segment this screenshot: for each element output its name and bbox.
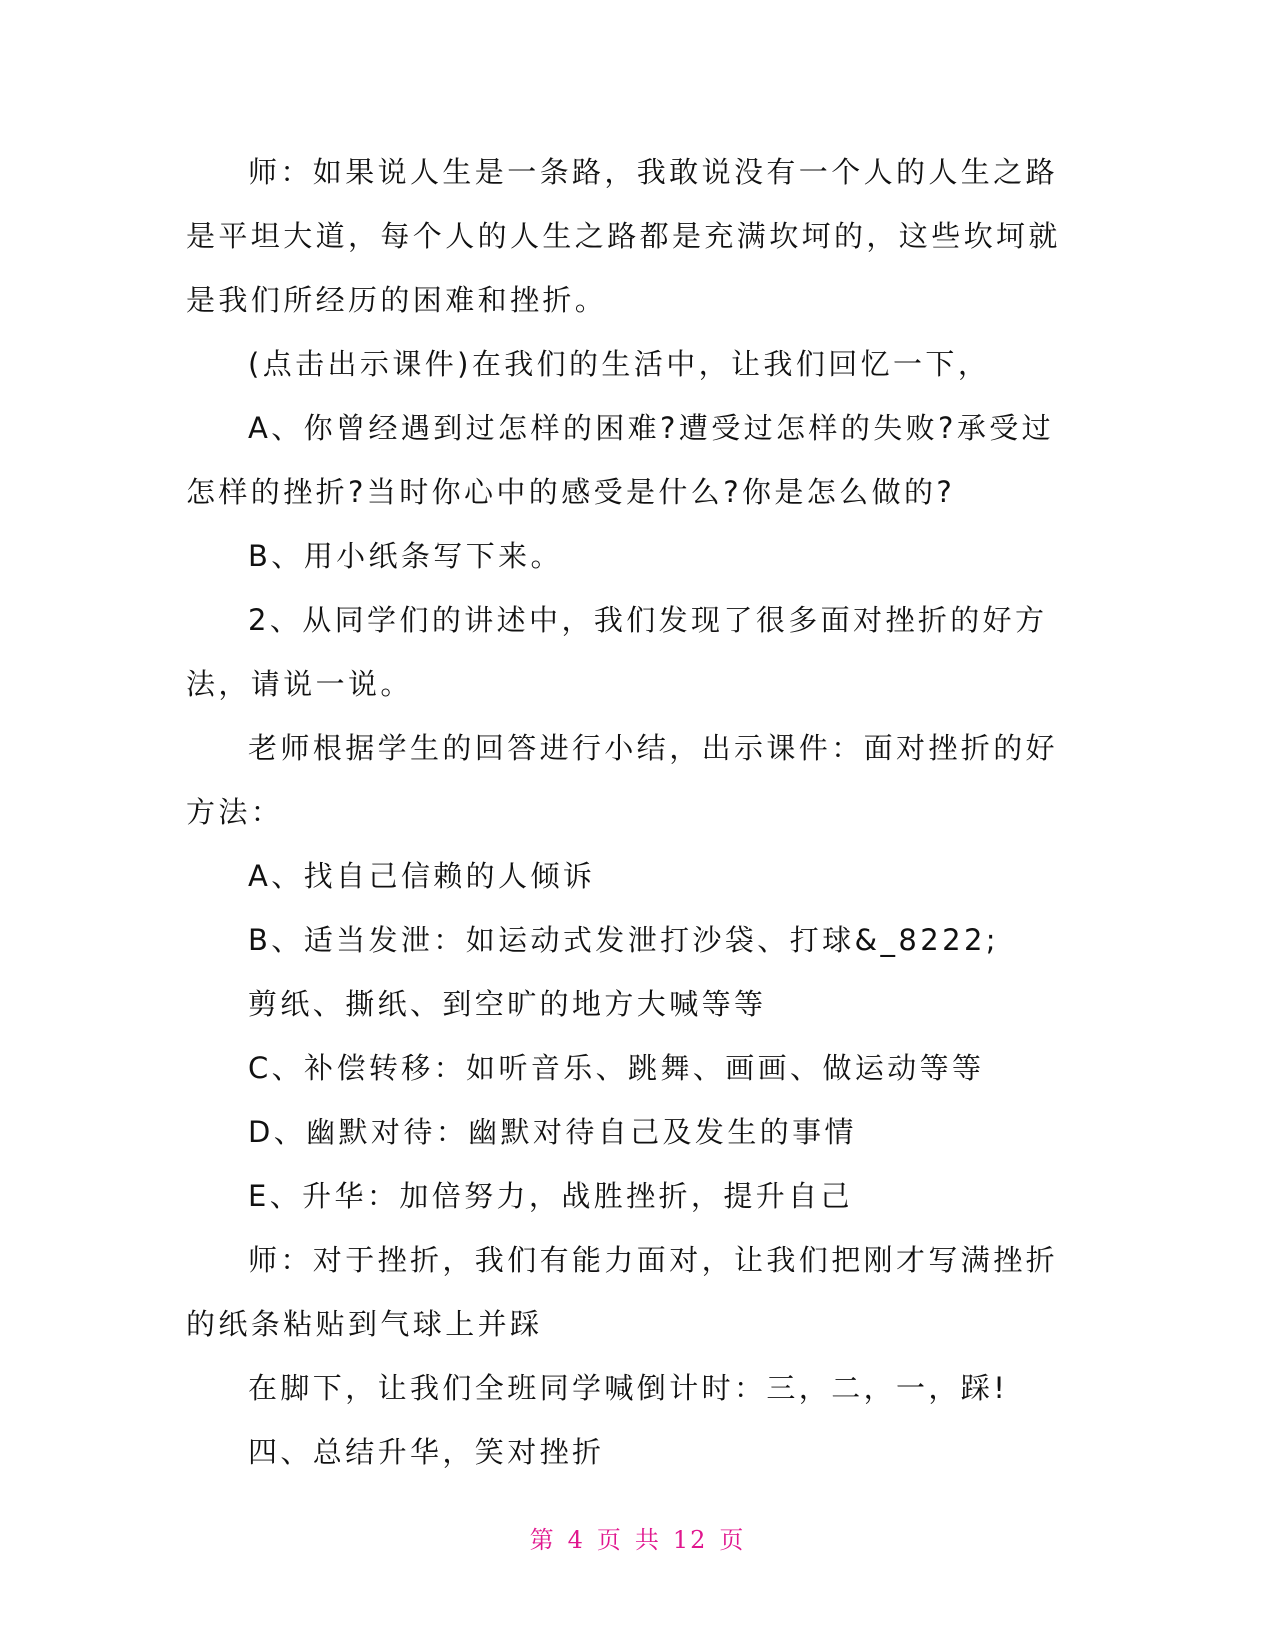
paragraph: D、幽默对待：幽默对待自己及发生的事情 bbox=[248, 1115, 857, 1149]
footer-ye: 页 bbox=[596, 1526, 623, 1554]
document-body bbox=[186, 140, 1086, 1484]
paragraph: B、用小纸条写下来。 bbox=[248, 539, 563, 573]
paragraph: 剪纸、撕纸、到空旷的地方大喊等等 bbox=[248, 987, 767, 1021]
paragraph: 师：对于挫折，我们有能力面对，让我们把刚才写满挫折的纸条粘贴到气球上并踩 bbox=[186, 1243, 1059, 1341]
footer-di: 第 bbox=[529, 1526, 556, 1554]
paragraph: (点击出示课件)在我们的生活中，让我们回忆一下， bbox=[248, 347, 991, 381]
paragraph: B、适当发泄：如运动式发泄打沙袋、打球&_8222; bbox=[248, 923, 999, 957]
paragraph: 老师根据学生的回答进行小结，出示课件：面对挫折的好方法： bbox=[186, 731, 1059, 829]
paragraph: A、你曾经遇到过怎样的困难?遭受过怎样的失败?承受过怎样的挫折?当时你心中的感受是什么?你是怎么做的? bbox=[186, 411, 1055, 509]
paragraph: E、升华：加倍努力，战胜挫折，提升自己 bbox=[248, 1179, 853, 1213]
footer-gong: 共 bbox=[634, 1526, 661, 1554]
paragraph: 2、从同学们的讲述中，我们发现了很多面对挫折的好方法，请说一说。 bbox=[186, 603, 1048, 701]
current-page-number: 4 bbox=[567, 1526, 585, 1554]
footer-ye2: 页 bbox=[719, 1526, 746, 1554]
paragraph: 师：如果说人生是一条路，我敢说没有一个人的人生之路是平坦大道，每个人的人生之路都是充满坎坷的，这些坎坷就是我们所经历的困难和挫折。 bbox=[186, 155, 1061, 317]
paragraph: 四、总结升华，笑对挫折 bbox=[248, 1435, 605, 1469]
paragraph: 在脚下，让我们全班同学喊倒计时：三，二，一，踩! bbox=[248, 1371, 1009, 1405]
page-footer bbox=[0, 1520, 1275, 1555]
paragraph: C、补偿转移：如听音乐、跳舞、画画、做运动等等 bbox=[248, 1051, 985, 1085]
total-pages-number: 12 bbox=[672, 1526, 708, 1554]
paragraph: A、找自己信赖的人倾诉 bbox=[248, 859, 596, 893]
